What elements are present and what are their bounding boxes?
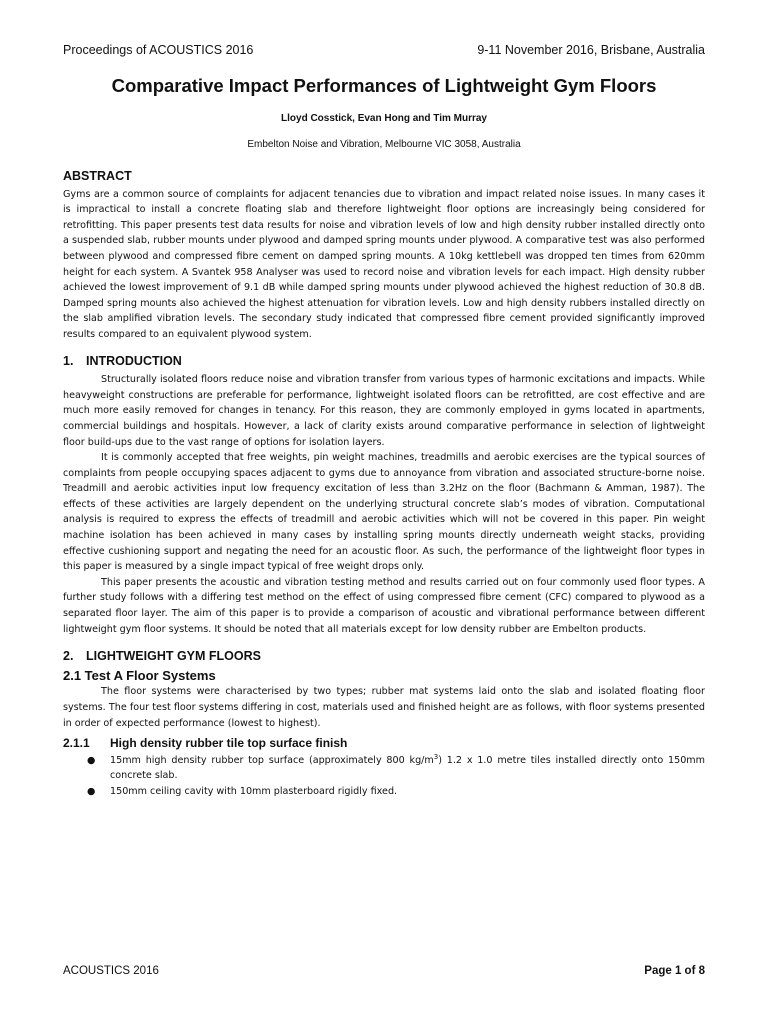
page-footer: [63, 965, 705, 977]
section-1-heading: [63, 354, 705, 370]
subsection-2-1-1-number: 2.1.1: [63, 736, 90, 751]
subsection-2-1-1-title: High density rubber tile top surface finish: [110, 736, 348, 751]
section-2-title: LIGHTWEIGHT GYM FLOORS: [86, 649, 261, 664]
section-2-number: 2.: [63, 649, 74, 664]
superscript-3: 3: [433, 752, 439, 761]
header-conference: Proceedings of ACOUSTICS 2016: [63, 43, 254, 57]
subsection-2-1-heading: 2.1 Test A Floor Systems: [63, 667, 216, 683]
section-2-heading: [63, 649, 705, 665]
floor-systems-paragraph: The floor systems were characterised by two types; rubber mat systems laid onto the slab and isolated floating floor systems. The four test floor systems differing in cost, materials used and finished height are as follows, with floor systems presented in order of expected performance (lowest to highest).: [63, 686, 705, 729]
section-1-number: 1.: [63, 353, 74, 368]
intro-paragraph-1: Structurally isolated floors reduce noise and vibration transfer from various types of harmonic excitations and impacts. While heavyweight constructions are preferable for performance, lightweight isolated floors can be retrofitted, are cost effective and are much more easily removed for changes in tenancy. For this reason, they are commonly employed in gyms located in apartments, commercial buildings and hospitals. However, a lack of clarity exists around comparative performance in selection of lightweight floor build-ups due to the vast range of options for isolation layers.: [63, 374, 705, 448]
footer-conference: ACOUSTICS 2016: [63, 965, 159, 977]
abstract-heading: ABSTRACT: [63, 169, 132, 183]
page-number: Page 1 of 8: [644, 965, 705, 977]
bullet-icon: ●: [87, 754, 96, 766]
abstract-text: Gyms are a common source of complaints for adjacent tenancies due to vibration and impact related noise issues. In many cases it is impractical to install a concrete floating slab and therefore lightweight floor options are increasingly being considered for retrofitting. This paper presents test data results for noise and vibration levels of low and high density rubber installed directly onto a suspended slab, rubber mounts under plywood and damped spring mounts under plywood. A comparative test was also performed between plywood and compressed fibre cement on damped spring mounts. A 10kg kettlebell was dropped ten times from 620mm height for each system. A Svantek 958 Analyser was used to record noise and vibration levels for each impact. High density rubber achieved the lowest improvement of 9.1 dB while damped spring mounts under plywood achieved the highest reduction of 30.8 dB. Damped spring mounts also achieved the highest attenuation for vibration levels. Low and high density rubbers installed directly on the slab amplified vibration levels. The secondary study indicated that compressed fibre cement provided significantly improved results compared to an equivalent plywood system.: [63, 188, 705, 340]
floor-spec-list: [63, 753, 705, 800]
intro-paragraph-3: This paper presents the acoustic and vibration testing method and results carried out on four commonly used floor types. A further study follows with a differing test method on the effect of using compressed fibre cement (CFC) compared to plywood as a separated floor layer. The aim of this paper is to provide a comparison of acoustic and vibrational performance between different lightweight gym floor systems. It should be noted that all materials except for low density rubber are Embelton products.: [63, 576, 705, 635]
body-content: [63, 169, 705, 800]
section-1-title: INTRODUCTION: [86, 353, 182, 368]
running-header: [63, 43, 705, 57]
bullet-1-text-b: ) 1.2 x 1.0 metre tiles installed directly onto 150mm concrete slab.: [110, 754, 705, 782]
bullet-icon: ●: [87, 785, 96, 797]
intro-paragraph-2: It is commonly accepted that free weights, pin weight machines, treadmills and aerobic exercises are the typical sources of complaints from people occupying spaces adjacent to gyms due to annoyance from vibration and associated structure-borne noise. Treadmill and aerobic activities input low frequency excitation of less than 3.2Hz on the floor (Bachmann & Amman, 1987). The effects of these activities are largely dependent on the underlying structural concrete slab’s modes of vibration. Computational analysis is required to express the effects of treadmill and aerobic activities which will not be covered in this paper. Pin weight machine isolation has been achieved in many cases by installing spring mounts directly underneath weight stacks, providing effective cushioning support and negating the need for an acoustic floor. As such, the performance of the lightweight floor types in this paper is measured by a single impact typical of free weight drops only.: [63, 452, 705, 573]
list-item: [63, 753, 705, 784]
header-date-location: 9-11 November 2016, Brisbane, Australia: [477, 43, 705, 57]
paper-title: Comparative Impact Performances of Lightweight Gym Floors: [111, 75, 657, 96]
list-item: [63, 784, 705, 800]
subsection-2-1-1-heading: [63, 736, 705, 752]
affiliation: Embelton Noise and Vibration, Melbourne VIC 3058, Australia: [247, 139, 521, 150]
bullet-2-text: 150mm ceiling cavity with 10mm plasterboard rigidly fixed.: [110, 785, 398, 797]
bullet-1-text-a: 15mm high density rubber top surface (approximately 800 kg/m: [110, 754, 434, 766]
authors: Lloyd Cosstick, Evan Hong and Tim Murray: [281, 113, 487, 124]
